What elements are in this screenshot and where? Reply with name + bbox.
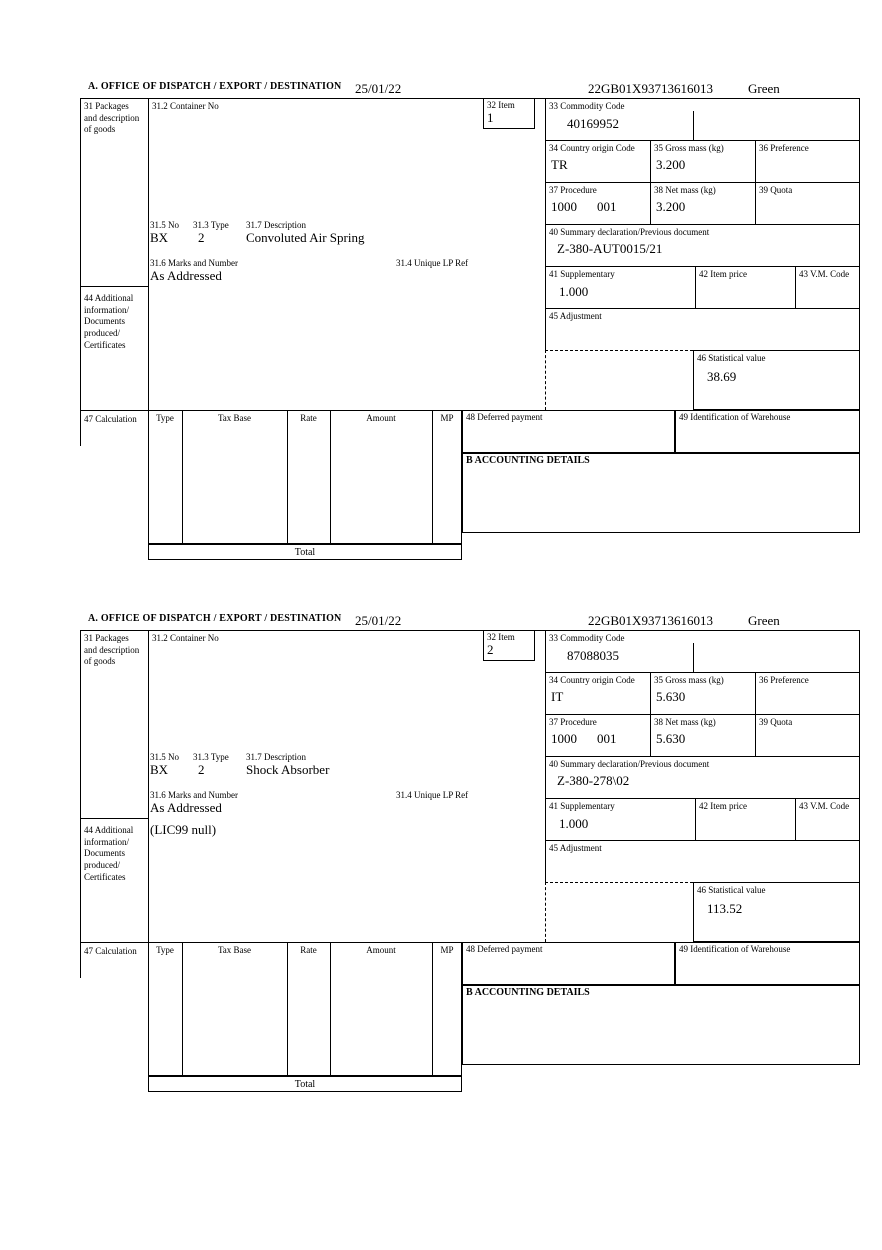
form-grid-line — [545, 756, 860, 757]
country-origin-value: IT — [551, 689, 564, 704]
supplementary-label: 41 Supplementary — [549, 269, 615, 279]
form-grid-line — [545, 672, 860, 673]
warehouse-identification-label: 49 Identification of Warehouse — [679, 412, 791, 422]
commodity-code-value: 40169952 — [567, 116, 619, 131]
commodity-code-label: 33 Commodity Code — [549, 633, 625, 643]
box31-label: 31 Packages and description of goods — [84, 633, 140, 667]
calculation-column-line — [432, 411, 433, 544]
gross-mass-label: 35 Gross mass (kg) — [654, 675, 724, 685]
item-number-label: 32 Item — [487, 632, 515, 642]
description-label: 31.7 Description — [246, 220, 306, 230]
calculation-column-line — [330, 943, 331, 1076]
movement-reference-number: 22GB01X93713616013 — [588, 81, 713, 96]
warehouse-identification-label: 49 Identification of Warehouse — [679, 944, 791, 954]
form-grid-line — [545, 308, 860, 309]
procedure-label: 37 Procedure — [549, 717, 597, 727]
form-grid-line — [148, 98, 149, 410]
total-label: Total — [294, 1079, 316, 1090]
package-type-label: 31.3 Type — [193, 220, 229, 230]
item-number-label: 32 Item — [487, 100, 515, 110]
commodity-code-divider-line — [693, 111, 694, 140]
adjustment-label: 45 Adjustment — [549, 311, 602, 321]
form-grid-line — [80, 630, 81, 942]
form-grid-line — [650, 140, 651, 224]
calculation-column-line — [432, 943, 433, 1076]
office-of-dispatch-header: A. OFFICE OF DISPATCH / EXPORT / DESTINATION — [88, 613, 342, 624]
form-grid-line — [80, 410, 81, 446]
item-number-value: 1 — [487, 110, 494, 125]
column-header-rate: Rate — [300, 413, 317, 423]
statistical-value: 38.69 — [707, 369, 737, 384]
marks-and-numbers-value: As Addressed — [150, 268, 222, 283]
calculation-column-line — [287, 411, 288, 544]
declaration-item-section — [80, 610, 862, 1094]
deferred-payment-label: 48 Deferred payment — [466, 412, 543, 422]
marks-and-number-label: 31.6 Marks and Number — [150, 790, 238, 800]
commodity-code-divider-line — [693, 643, 694, 672]
vm-code-label: 43 V.M. Code — [799, 801, 850, 811]
form-grid-line — [755, 140, 756, 224]
accounting-details-label: B ACCOUNTING DETAILS — [466, 987, 590, 998]
preference-label: 36 Preference — [759, 143, 809, 153]
previous-document-label: 40 Summary declaration/Previous document — [549, 759, 710, 769]
statistical-value-label: 46 Statistical value — [697, 353, 766, 363]
box44-label: 44 Additional information/ Documents produced/ Certificates — [84, 293, 134, 350]
box44-label: 44 Additional information/ Documents produced/ Certificates — [84, 825, 134, 882]
form-grid-line — [650, 672, 651, 756]
form-grid-line — [545, 714, 860, 715]
form-grid-dashed-line — [545, 882, 693, 883]
column-header-rate: Rate — [300, 945, 317, 955]
unique-lp-ref-label: 31.4 Unique LP Ref — [396, 790, 469, 800]
column-header-tax-base: Tax Base — [217, 945, 252, 955]
container-no-label: 31.2 Container No — [152, 633, 219, 643]
adjustment-label: 45 Adjustment — [549, 843, 602, 853]
previous-document-label: 40 Summary declaration/Previous document — [549, 227, 710, 237]
form-grid-line — [545, 98, 546, 350]
form-grid-line — [545, 140, 860, 141]
package-no-label: 31.5 No — [150, 752, 179, 762]
form-grid-line — [795, 798, 796, 840]
item-number-value: 2 — [487, 642, 494, 657]
form-grid-line — [80, 818, 148, 819]
marks-and-numbers-value: As Addressed — [150, 800, 222, 815]
calculation-table — [148, 410, 462, 544]
item-price-label: 42 Item price — [699, 269, 747, 279]
unique-lp-ref-label: 31.4 Unique LP Ref — [396, 258, 469, 268]
office-of-dispatch-header: A. OFFICE OF DISPATCH / EXPORT / DESTINATION — [88, 81, 342, 92]
total-label: Total — [294, 547, 316, 558]
box47-label: 47 Calculation — [84, 414, 137, 424]
quota-label: 39 Quota — [759, 185, 793, 195]
statistical-value-label: 46 Statistical value — [697, 885, 766, 895]
declaration-date: 25/01/22 — [355, 81, 402, 96]
calculation-column-line — [330, 411, 331, 544]
procedure-value: 1000 — [551, 731, 577, 746]
form-grid-dashed-line — [545, 882, 546, 942]
country-origin-label: 34 Country origin Code — [549, 143, 635, 153]
column-header-tax-base: Tax Base — [217, 413, 252, 423]
form-grid-line — [545, 840, 860, 841]
calculation-table — [148, 942, 462, 1076]
marks-and-number-label: 31.6 Marks and Number — [150, 258, 238, 268]
additional-information-value: (LIC99 null) — [150, 822, 217, 837]
preference-label: 36 Preference — [759, 675, 809, 685]
commodity-code-value: 87088035 — [567, 648, 619, 663]
deferred-payment-label: 48 Deferred payment — [466, 944, 543, 954]
commodity-code-label: 33 Commodity Code — [549, 101, 625, 111]
form-grid-line — [80, 942, 81, 978]
movement-reference-number: 22GB01X93713616013 — [588, 613, 713, 628]
vm-code-label: 43 V.M. Code — [799, 269, 850, 279]
country-origin-value: TR — [551, 157, 568, 172]
column-header-type: Type — [156, 945, 174, 955]
goods-description-value: Convoluted Air Spring — [246, 230, 365, 245]
column-header-amount: Amount — [366, 413, 396, 423]
procedure-value: 1000 — [551, 199, 577, 214]
package-type-value: 2 — [198, 762, 205, 777]
previous-document-value: Z-380-278\02 — [557, 773, 630, 788]
procedure-additional-value: 001 — [597, 199, 617, 214]
package-type-label: 31.3 Type — [193, 752, 229, 762]
form-grid-line — [795, 266, 796, 308]
net-mass-value: 5.630 — [656, 731, 686, 746]
column-header-type: Type — [156, 413, 174, 423]
net-mass-label: 38 Net mass (kg) — [654, 717, 716, 727]
routing-status: Green — [748, 81, 780, 96]
container-no-label: 31.2 Container No — [152, 101, 219, 111]
form-grid-line — [80, 286, 148, 287]
package-no-value: BX — [150, 762, 169, 777]
declaration-item-section — [80, 78, 862, 562]
column-header-mp: MP — [440, 945, 454, 955]
supplementary-units-value: 1.000 — [559, 284, 589, 299]
form-grid-line — [545, 182, 860, 183]
goods-description-value: Shock Absorber — [246, 762, 330, 777]
form-grid-line — [545, 630, 546, 882]
form-grid-dashed-line — [545, 350, 546, 410]
accounting-details-label: B ACCOUNTING DETAILS — [466, 455, 590, 466]
net-mass-value: 3.200 — [656, 199, 686, 214]
routing-status: Green — [748, 613, 780, 628]
quota-label: 39 Quota — [759, 717, 793, 727]
form-grid-line — [695, 266, 696, 308]
country-origin-label: 34 Country origin Code — [549, 675, 635, 685]
box47-label: 47 Calculation — [84, 946, 137, 956]
statistical-value: 113.52 — [707, 901, 743, 916]
box31-label: 31 Packages and description of goods — [84, 101, 140, 135]
item-price-label: 42 Item price — [699, 801, 747, 811]
column-header-mp: MP — [440, 413, 454, 423]
calculation-column-line — [287, 943, 288, 1076]
form-grid-line — [80, 98, 81, 410]
gross-mass-value: 3.200 — [656, 157, 686, 172]
package-type-value: 2 — [198, 230, 205, 245]
gross-mass-label: 35 Gross mass (kg) — [654, 143, 724, 153]
net-mass-label: 38 Net mass (kg) — [654, 185, 716, 195]
package-no-label: 31.5 No — [150, 220, 179, 230]
description-label: 31.7 Description — [246, 752, 306, 762]
calculation-column-line — [182, 411, 183, 544]
section-header — [80, 78, 862, 98]
package-no-value: BX — [150, 230, 169, 245]
form-grid-line — [545, 266, 860, 267]
procedure-additional-value: 001 — [597, 731, 617, 746]
procedure-label: 37 Procedure — [549, 185, 597, 195]
form-grid-line — [755, 672, 756, 756]
form-grid-line — [695, 798, 696, 840]
section-header — [80, 610, 862, 630]
previous-document-value: Z-380-AUT0015/21 — [557, 241, 663, 256]
form-grid-line — [545, 798, 860, 799]
form-grid-line — [148, 630, 149, 942]
form-grid-line — [545, 224, 860, 225]
declaration-date: 25/01/22 — [355, 613, 402, 628]
form-grid-line — [80, 630, 860, 631]
supplementary-label: 41 Supplementary — [549, 801, 615, 811]
gross-mass-value: 5.630 — [656, 689, 686, 704]
declaration-form-grid — [80, 98, 862, 562]
column-header-amount: Amount — [366, 945, 396, 955]
declaration-form-grid — [80, 630, 862, 1094]
form-grid-dashed-line — [545, 350, 693, 351]
form-grid-line — [80, 98, 860, 99]
calculation-column-line — [182, 943, 183, 1076]
supplementary-units-value: 1.000 — [559, 816, 589, 831]
